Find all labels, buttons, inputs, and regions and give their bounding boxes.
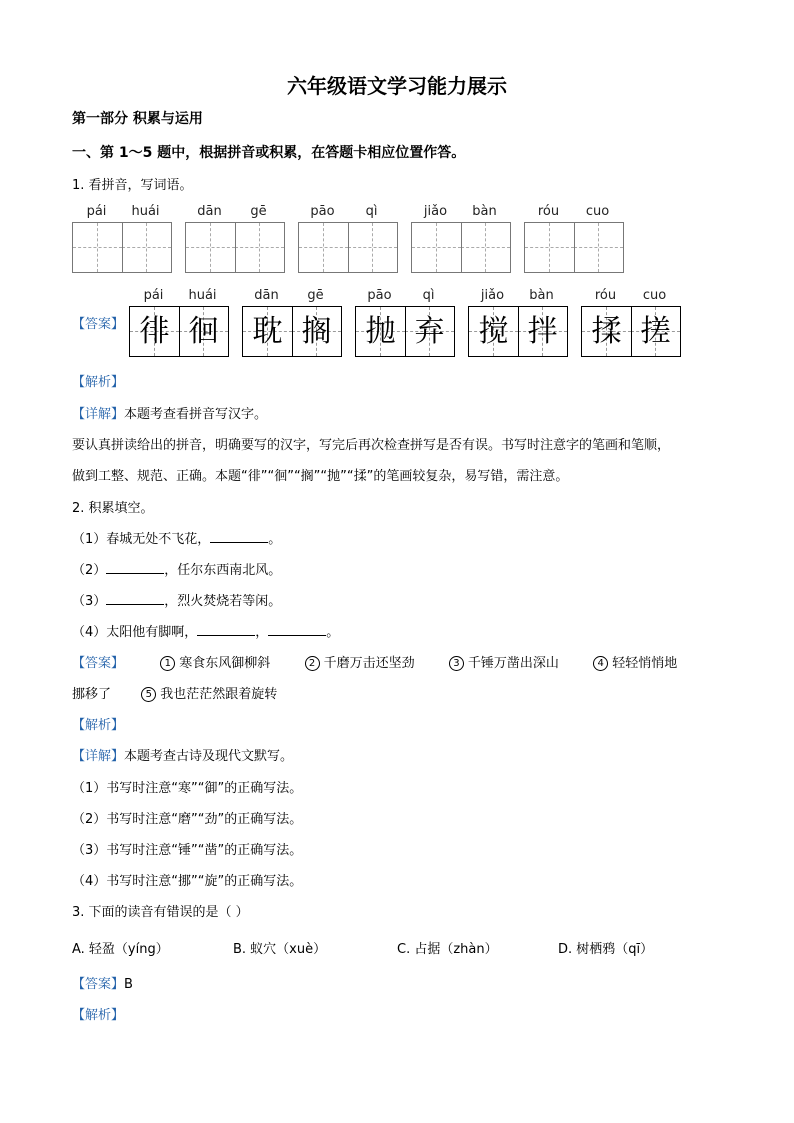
writing-cell[interactable] <box>299 223 348 272</box>
detail-text: 本题考查看拼音写汉字。 <box>124 407 268 422</box>
q3-analysis-label: 【解析】 <box>72 1008 125 1023</box>
answer-cell <box>243 307 292 356</box>
q3-stem: 3. 下面的读音有错误的是（ ） <box>72 905 249 920</box>
answer-hanzi: 抛 <box>365 314 396 349</box>
answer-grid <box>355 306 455 357</box>
answer-hanzi: 搁 <box>301 314 332 349</box>
writing-cell[interactable] <box>412 223 461 272</box>
answer-hanzi: 徊 <box>188 314 219 349</box>
q3-option-b: B. 蚁穴（xuè） <box>233 942 327 957</box>
part-heading: 第一部分 积累与运用 <box>72 111 203 127</box>
answer-hanzi: 徘 <box>139 314 170 349</box>
q2-answer-3: 3 千锤万凿出深山 <box>449 656 559 671</box>
q2-answer-line1 <box>72 652 677 671</box>
answer-cell <box>292 307 341 356</box>
pinyin-syllable: huái <box>131 204 160 219</box>
answer-hanzi: 耽 <box>252 314 283 349</box>
pinyin-syllable: pái <box>143 288 164 303</box>
pinyin-syllable: bàn <box>529 288 554 303</box>
q2-answer-5: 5 我也茫茫然跟着旋转 <box>141 687 277 702</box>
pinyin-syllable: huái <box>188 288 217 303</box>
answer-cell <box>179 307 228 356</box>
q2-answer-label: 【答案】 <box>72 656 125 671</box>
pinyin-syllable: bàn <box>472 204 497 219</box>
pinyin-syllable: qì <box>365 204 378 219</box>
q2-answer-1: 1 寒食东风御柳斜 <box>160 656 270 671</box>
answer-cell <box>518 307 567 356</box>
q2-stem: 2. 积累填空。 <box>72 501 154 516</box>
page-title: 六年级语文学习能力展示 <box>287 74 507 98</box>
pinyin-syllable: róu <box>594 288 617 303</box>
q2-analysis-label: 【解析】 <box>72 718 125 733</box>
pinyin-syllable: dān <box>254 288 279 303</box>
pinyin-syllable: jiǎo <box>423 204 448 219</box>
pinyin-syllable: cuo <box>585 204 610 219</box>
answer-cell <box>405 307 454 356</box>
q2-item-4: （4）太阳他有脚啊， ， 。 <box>72 625 340 640</box>
q2-note-4: （4）书写时注意“挪”“旋”的正确写法。 <box>72 874 303 889</box>
answer-cell <box>356 307 405 356</box>
pinyin-syllable: jiǎo <box>480 288 505 303</box>
answer-hanzi: 搓 <box>640 314 671 349</box>
q3-option-a: A. 轻盈（yíng） <box>72 942 169 957</box>
q2-item-2: （2） ，任尔东西南北风。 <box>72 563 282 578</box>
writing-grid <box>411 222 511 273</box>
q1-stem: 1. 看拼音，写词语。 <box>72 178 193 193</box>
pinyin-syllable: dān <box>197 204 222 219</box>
pinyin-syllable: cuo <box>642 288 667 303</box>
q2-note-2: （2）书写时注意“磨”“劲”的正确写法。 <box>72 812 303 827</box>
answer-cell <box>130 307 179 356</box>
answer-hanzi: 拌 <box>527 314 558 349</box>
writing-cell[interactable] <box>186 223 235 272</box>
pinyin-syllable: gē <box>307 288 324 303</box>
answer-hanzi: 搅 <box>478 314 509 349</box>
q1-analysis-label: 【解析】 <box>72 375 125 390</box>
section-heading: 一、第 1～5 题中，根据拼音或积累，在答题卡相应位置作答。 <box>72 145 466 161</box>
writing-grid <box>185 222 285 273</box>
writing-cell[interactable] <box>235 223 284 272</box>
q2-answer-2: 2 千磨万击还坚劲 <box>305 656 415 671</box>
answer-grid <box>581 306 681 357</box>
pinyin-syllable: qì <box>422 288 435 303</box>
answer-cell <box>631 307 680 356</box>
writing-cell[interactable] <box>461 223 510 272</box>
q1-detail <box>72 403 267 422</box>
q2-detail: 【详解】本题考查古诗及现代文默写。 <box>72 749 294 764</box>
answer-hanzi: 揉 <box>591 314 622 349</box>
q3-option-d: D. 树栖鸦（qī） <box>558 942 654 957</box>
pinyin-syllable: pāo <box>367 288 392 303</box>
q3-option-c: C. 占据（zhàn） <box>397 942 498 957</box>
q2-item-1: （1）春城无处不飞花， 。 <box>72 532 282 547</box>
writing-cell[interactable] <box>122 223 171 272</box>
answer-grid <box>468 306 568 357</box>
writing-cell[interactable] <box>574 223 623 272</box>
q3-answer: 【答案】B <box>72 977 133 992</box>
q2-answer-4: 4 轻轻悄悄地 <box>593 656 677 671</box>
pinyin-syllable: gē <box>250 204 267 219</box>
pinyin-syllable: pái <box>86 204 107 219</box>
q2-note-3: （3）书写时注意“锤”“凿”的正确写法。 <box>72 843 303 858</box>
pinyin-syllable: pāo <box>310 204 335 219</box>
writing-grid <box>72 222 172 273</box>
q2-answer-line2: 挪移了 5 我也茫茫然跟着旋转 <box>72 687 278 702</box>
writing-grid <box>298 222 398 273</box>
q1-explain-line2: 做到工整、规范、正确。本题“徘”“徊”“搁”“抛”“揉”的笔画较复杂，易写错，需注意。 <box>72 469 569 484</box>
pinyin-syllable: róu <box>537 204 560 219</box>
writing-cell[interactable] <box>348 223 397 272</box>
answer-grid <box>129 306 229 357</box>
answer-hanzi: 弃 <box>414 314 445 349</box>
q1-answer-label: 【答案】 <box>72 317 125 332</box>
writing-cell[interactable] <box>73 223 122 272</box>
detail-label: 【详解】 <box>72 407 125 422</box>
writing-grid <box>524 222 624 273</box>
answer-cell <box>582 307 631 356</box>
answer-cell <box>469 307 518 356</box>
answer-grid <box>242 306 342 357</box>
writing-cell[interactable] <box>525 223 574 272</box>
q2-item-3: （3） ，烈火焚烧若等闲。 <box>72 594 282 609</box>
q2-note-1: （1）书写时注意“寒”“御”的正确写法。 <box>72 781 303 796</box>
q1-explain-line1: 要认真拼读给出的拼音，明确要写的汉字，写完后再次检查拼写是否有误。书写时注意字的笔画和笔顺， <box>72 438 671 453</box>
